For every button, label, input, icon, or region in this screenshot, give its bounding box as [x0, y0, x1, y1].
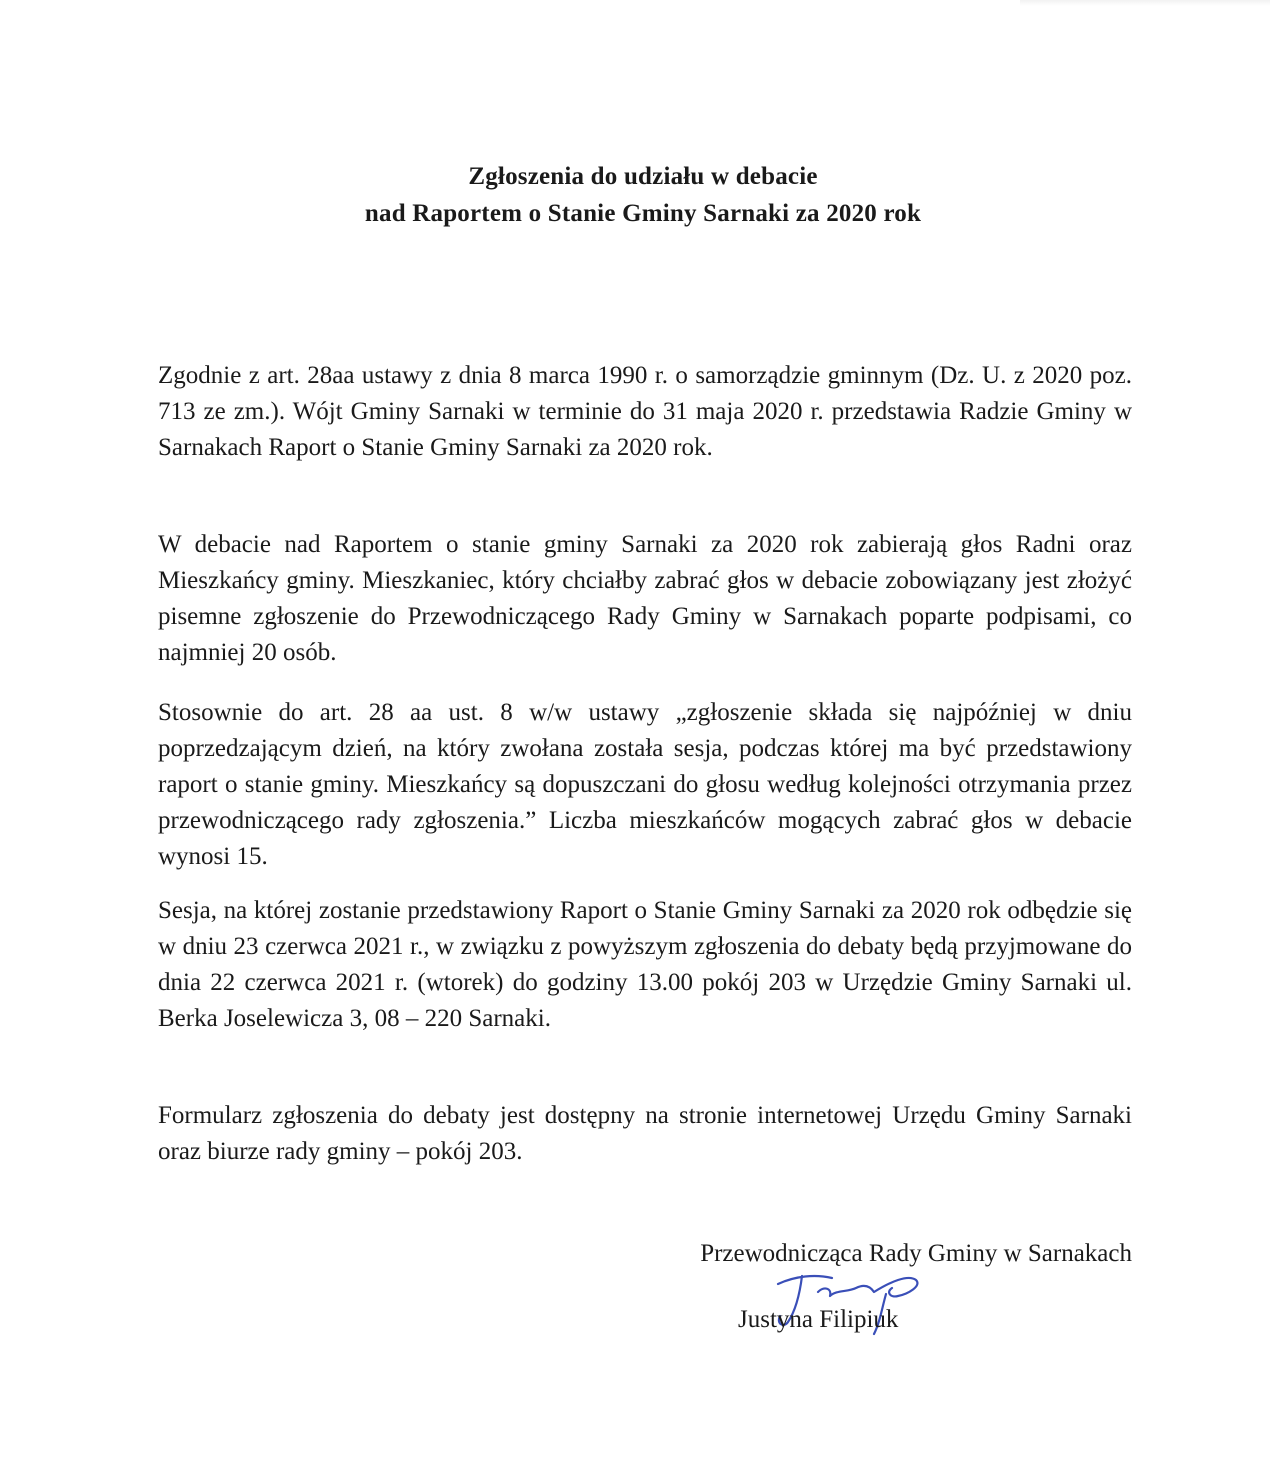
paragraph-form-availability: Formularz zgłoszenia do debaty jest dostępny na stronie internetowej Urzędu Gminy Sarnaki oraz biurze rady gminy – pokój 203.	[158, 1102, 1132, 1165]
document-title-line-2: nad Raportem o Stanie Gminy Sarnaki za 2020 rok	[364, 200, 922, 227]
document-title-line-1: Zgłoszenia do udziału w debacie	[468, 163, 818, 190]
paragraph-session-date: Sesja, na której zostanie przedstawiony Raport o Stanie Gminy Sarnaki za 2020 rok odbędzie się w dniu 23 czerwca 2021 r., w związku z powyższym zgłoszenia do debaty będą przyjmowane do dnia 22 czerwca 2021 r. (wtorek) do godziny 13.00 pokój 203 w Urzędzie Gminy Sarnaki ul. Berka Joselewicza 3, 08 – 220 Sarnaki.	[158, 897, 1132, 1032]
paragraph-debate-participants: W debacie nad Raportem o stanie gminy Sarnaki za 2020 rok zabierają głos Radni oraz Mieszkańcy gminy. Mieszkaniec, który chciałby zabrać głos w debacie zobowiązany jest złożyć pisemne zgłoszenie do Przewodniczącego Rady Gminy w Sarnakach poparte podpisami, co najmniej 20 osób.	[158, 531, 1132, 666]
signatory-name: Justyna Filipiuk	[738, 1306, 899, 1333]
paragraph-submission-rules: Stosownie do art. 28 aa ust. 8 w/w ustawy „zgłoszenie składa się najpóźniej w dniu poprzedzającym dzień, na który zwołana została sesja, podczas której ma być przedstawiony raport o stanie gminy. Mieszkańcy są dopuszczani do głosu według kolejności otrzymania przez przewodniczącego rady zgłoszenia.” Liczba mieszkańców mogących zabrać głos w debacie wynosi 15.	[158, 699, 1132, 870]
paragraph-legal-basis: Zgodnie z art. 28aa ustawy z dnia 8 marca 1990 r. o samorządzie gminnym (Dz. U. z 2020 poz. 713 ze zm.). Wójt Gminy Sarnaki w terminie do 31 maja 2020 r. przedstawia Radzie Gminy w Sarnakach Raport o Stanie Gminy Sarnaki za 2020 rok.	[158, 362, 1132, 461]
signatory-role: Przewodnicząca Rady Gminy w Sarnakach	[700, 1240, 1132, 1267]
scan-artifact	[1020, 0, 1270, 6]
